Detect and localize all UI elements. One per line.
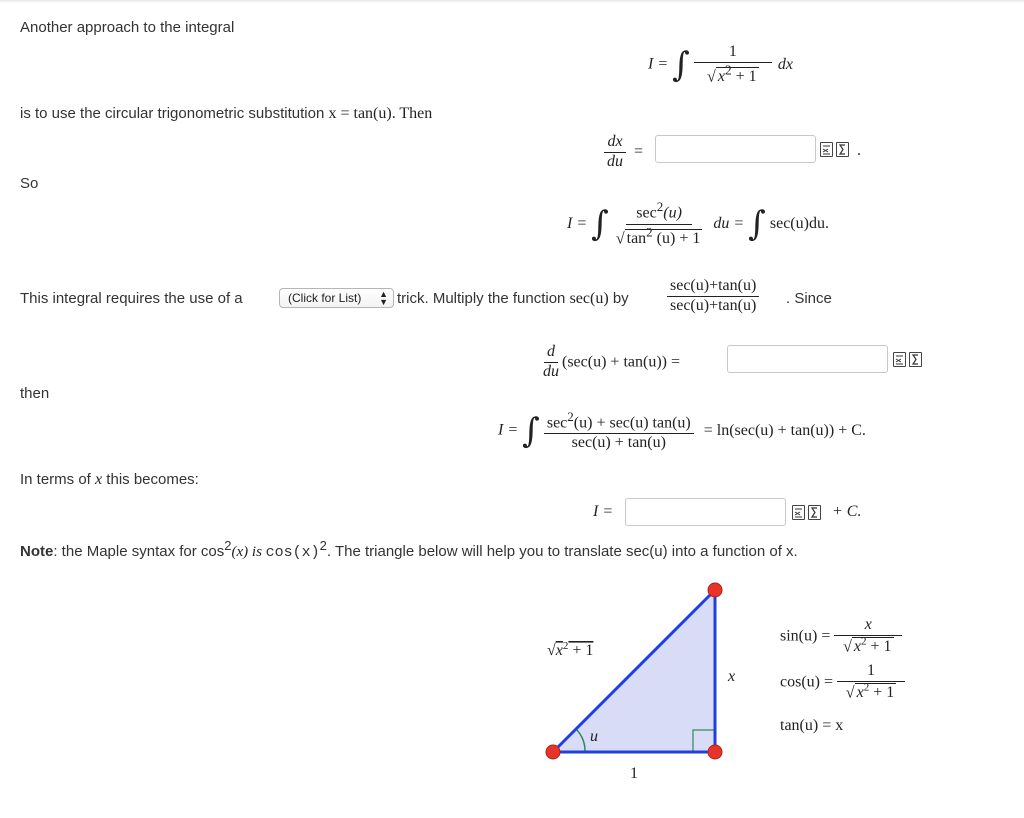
dxdu-denominator: du [607,152,623,170]
terms-after: this becomes: [102,471,199,488]
hyp-tail: + 1 [568,642,594,659]
vertex-point [708,745,722,759]
sin-identity [780,617,902,656]
vertex-point [546,745,560,759]
eq2-rhs: sec(u)du. [769,214,829,232]
syntax-help-icon[interactable] [909,352,922,367]
note-part2: (x) is [231,544,266,560]
sin-rad-tail: + 1 [866,638,892,656]
cos-rad-sup: 2 [863,681,870,694]
sin-fraction [834,617,902,656]
cos-numerator: 1 [837,663,905,682]
final-input-tools [792,505,821,520]
integral-sign-icon: ∫ [522,410,540,451]
select-arrows-icon: ▲ ▼ [379,289,388,307]
note-text [20,538,798,561]
derivative-denominator: du [543,362,559,380]
then-text: then [20,385,50,402]
eq1-fraction [694,44,772,86]
equation-preview-icon[interactable] [792,505,805,520]
derivative-input-tools [893,352,922,367]
eq1-numerator: 1 [694,44,772,63]
eq1-rad-var: x [717,68,725,86]
eq1-rad-sup: 2 [724,62,732,78]
substitution-text [20,105,432,123]
cos-lhs: cos(u) = [780,673,834,691]
eq2-denominator [613,225,706,248]
note-part3: . The triangle below will help you to translate sec(u) into a function of x. [326,543,798,560]
hypotenuse-label: $√x^2 + 1$ [547,640,594,659]
eq2-num-fn: sec [636,204,657,222]
substitution-math: x = tan(u). Then [328,105,433,122]
terms-before: In terms of [20,471,96,488]
eq2-num-tail: (u) [663,204,682,222]
trick-fraction-numerator: sec(u)+tan(u) [667,278,759,297]
integral-equation-2 [567,200,829,248]
dxdu-answer-input[interactable] [655,135,816,163]
eq3-num-sup: 2 [567,409,574,424]
trick-function: sec(u) [569,290,609,307]
sin-denominator: √ $x^2 + 1$ [843,635,892,656]
derivative-answer-input[interactable] [727,345,888,373]
eq2-numerator [626,200,692,225]
eq3-lhs: I = [498,421,519,439]
sin-rad-sup: 2 [861,635,867,648]
sqrt-icon: √ [707,68,716,86]
sqrt-icon: √ [615,230,625,248]
cos-fraction [837,663,905,702]
terms-var: x [95,471,103,488]
dxdu-numerator: dx [604,134,625,153]
vertex-point [708,583,722,597]
note-sup: 2 [224,538,232,553]
sin-numerator: x [834,617,902,636]
angle-label: u [590,728,598,745]
trick-by: by [612,290,629,307]
eq2-den-tail: (u) + 1 [652,230,701,248]
trick-text-before: This integral requires the use of a [20,290,243,307]
dxdu-fraction [604,134,626,171]
sin-rad-var: x [853,638,862,656]
derivative-expression: (sec(u) + tan(u)) = [562,353,680,371]
eq3-fraction [544,410,694,452]
dxdu-input-tools [820,142,849,157]
hyp-var: x [555,642,563,659]
eq4-lhs: I = [593,503,614,520]
eq1-rad-tail: + 1 [731,68,757,86]
note-code: cos(x) [265,544,320,561]
dxdu-equals: = [634,143,644,161]
equation-preview-icon[interactable] [820,142,833,157]
intro-text: Another approach to the integral [20,19,235,36]
hyp-sup: 2 [562,640,569,652]
eq3-numerator [544,410,694,434]
trick-select-value: (Click for List) [288,291,362,305]
note-part1: : the Maple syntax for cos [53,543,225,560]
eq2-fraction [613,200,706,248]
derivative-numerator: d [544,344,558,363]
eq1-denominator [704,63,762,86]
cos-rad-var: x [856,684,864,702]
syntax-help-icon[interactable] [836,142,849,157]
integral-sign-icon: ∫ [591,204,609,245]
dxdu-equation [604,134,643,171]
integral-equation-3 [498,410,866,452]
tan-identity: tan(u) = x [780,717,844,734]
trick-fraction-denominator: sec(u)+tan(u) [670,296,757,314]
eq2-den-sup: 2 [646,225,653,241]
dxdu-period: . [857,142,861,159]
eq3-rhs: = ln(sec(u) + tan(u)) + C. [703,421,866,439]
eq3-num-tail: (u) + sec(u) tan(u) [573,414,691,432]
note-code-sup: 2 [319,538,327,553]
eq2-middle: du = [713,214,745,232]
cos-rad-tail: + 1 [869,684,895,702]
eq3-num-fn: sec [546,414,568,432]
cos-denominator: √ $x^2 + 1$ [845,681,895,702]
syntax-help-icon[interactable] [808,505,821,520]
eq1-dx: dx [777,55,793,73]
eq3-denominator: sec(u) + tan(u) [571,434,666,452]
adjacent-label: 1 [630,765,638,782]
final-answer-input[interactable] [625,498,786,526]
sin-lhs: sin(u) = [780,627,831,645]
eq2-den-fn: tan [626,230,647,248]
top-border [0,0,1024,3]
triangle-diagram [530,575,760,795]
so-text: So [20,175,39,192]
derivative-fraction [540,344,562,381]
integral-sign-icon: ∫ [748,204,766,245]
since-text: . Since [786,290,832,307]
eq2-num-sup: 2 [656,199,664,214]
eq4-rhs: + C. [832,503,862,520]
note-label: Note [20,543,54,560]
derivative-equation [540,344,680,381]
eq2-lhs: I = [567,214,588,232]
equation-preview-icon[interactable] [893,352,906,367]
trick-text-after [397,290,629,308]
integral-sign-icon: ∫ [672,44,690,85]
trick-select[interactable] [279,288,394,308]
eq1-lhs: I = [648,55,669,73]
integral-equation-1 [648,44,793,86]
substitution-label: is to use the circular trigonometric substitution [20,105,329,122]
opposite-label: x [728,668,736,685]
trick-fraction [667,278,759,315]
terms-text [20,471,199,489]
cos-identity [780,663,905,702]
trick-after-label: trick. Multiply the function [397,290,566,307]
